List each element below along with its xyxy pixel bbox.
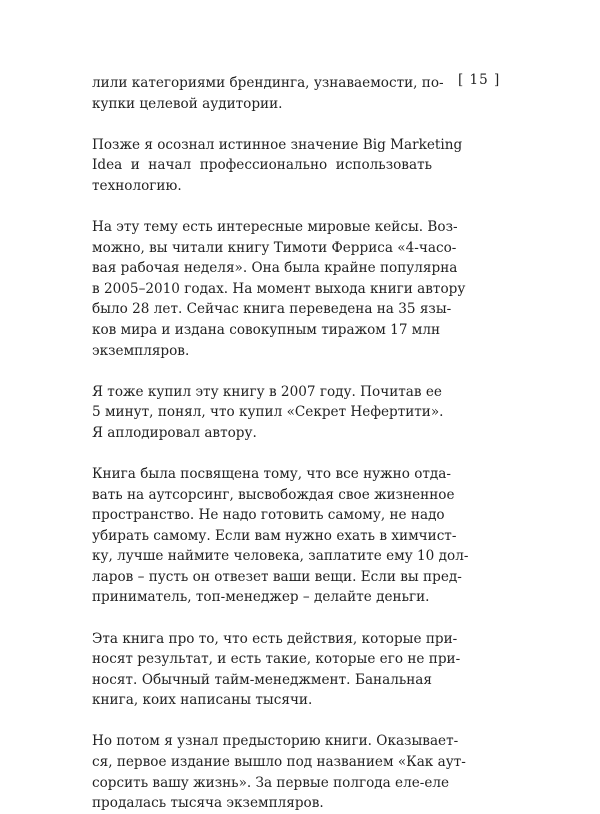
page-number: [ 15 ] bbox=[458, 72, 501, 88]
text-line: ся, первое издание вышло под названием «Как аут- bbox=[92, 754, 466, 771]
text-line: купки целевой аудитории. bbox=[92, 95, 283, 112]
text-line: лили категориями брендинга, узнаваемости, по- bbox=[92, 75, 444, 91]
text-line: продалась тысяча экземпляров. bbox=[92, 795, 324, 812]
body-text bbox=[92, 73, 469, 814]
text-line: экземпляров. bbox=[92, 342, 190, 359]
text-line: ку, лучше наймите человека, заплатите ему 10 дол- bbox=[92, 548, 469, 565]
text-line: Я тоже купил эту книгу в 2007 году. Почитав ее bbox=[92, 383, 442, 400]
text-line: технологию. bbox=[92, 177, 182, 194]
text-line: книга, коих написаны тысячи. bbox=[92, 692, 313, 709]
text-line: вая рабочая неделя». Она была крайне популярна bbox=[92, 260, 458, 277]
text-line: вать на аутсорсинг, высвобождая свое жизненное bbox=[92, 486, 455, 503]
text-line: 5 минут, понял, что купил «Секрет Нефертити». bbox=[92, 404, 444, 421]
text-line: в 2005–2010 годах. На момент выхода книги автору bbox=[92, 280, 466, 297]
text-line: ков мира и издана совокупным тиражом 17 млн bbox=[92, 321, 441, 338]
paragraph bbox=[92, 629, 461, 711]
text-line: было 28 лет. Сейчас книга переведена на 35 язы- bbox=[92, 301, 452, 318]
paragraph bbox=[92, 464, 469, 608]
text-line: сорсить вашу жизнь». За первые полгода еле-еле bbox=[92, 774, 450, 791]
text-line: приниматель, топ-менеджер – делайте деньги. bbox=[92, 589, 430, 606]
text-line: носят. Обычный тайм-менеджмент. Банальная bbox=[92, 671, 432, 688]
paragraph bbox=[92, 731, 466, 813]
text-line: носят результат, и есть такие, которые его не при- bbox=[92, 651, 461, 668]
paragraph bbox=[92, 73, 444, 114]
text-line: убирать самому. Если вам нужно ехать в химчист- bbox=[92, 527, 457, 544]
paragraph bbox=[92, 135, 463, 197]
text-line: Но потом я узнал предысторию книги. Оказывает- bbox=[92, 733, 459, 750]
paragraph bbox=[92, 217, 466, 361]
text-line: Idea и начал профессионально использовать bbox=[92, 157, 432, 174]
text-line: На эту тему есть интересные мировые кейсы. Воз- bbox=[92, 218, 458, 235]
text-line: можно, вы читали книгу Тимоти Ферриса «4-часо- bbox=[92, 239, 457, 256]
paragraph bbox=[92, 382, 444, 444]
text-line: Эта книга про то, что есть действия, которые при- bbox=[92, 630, 458, 647]
text-line: Я аплодировал автору. bbox=[92, 424, 257, 441]
text-line: Книга была посвящена тому, что все нужно отда- bbox=[92, 465, 451, 482]
text-line: пространство. Не надо готовить самому, не надо bbox=[92, 507, 445, 524]
text-line: Позже я осознал истинное значение Big Marketing bbox=[92, 136, 463, 153]
text-line: ларов – пусть он отвезет ваши вещи. Если вы пред- bbox=[92, 568, 462, 585]
